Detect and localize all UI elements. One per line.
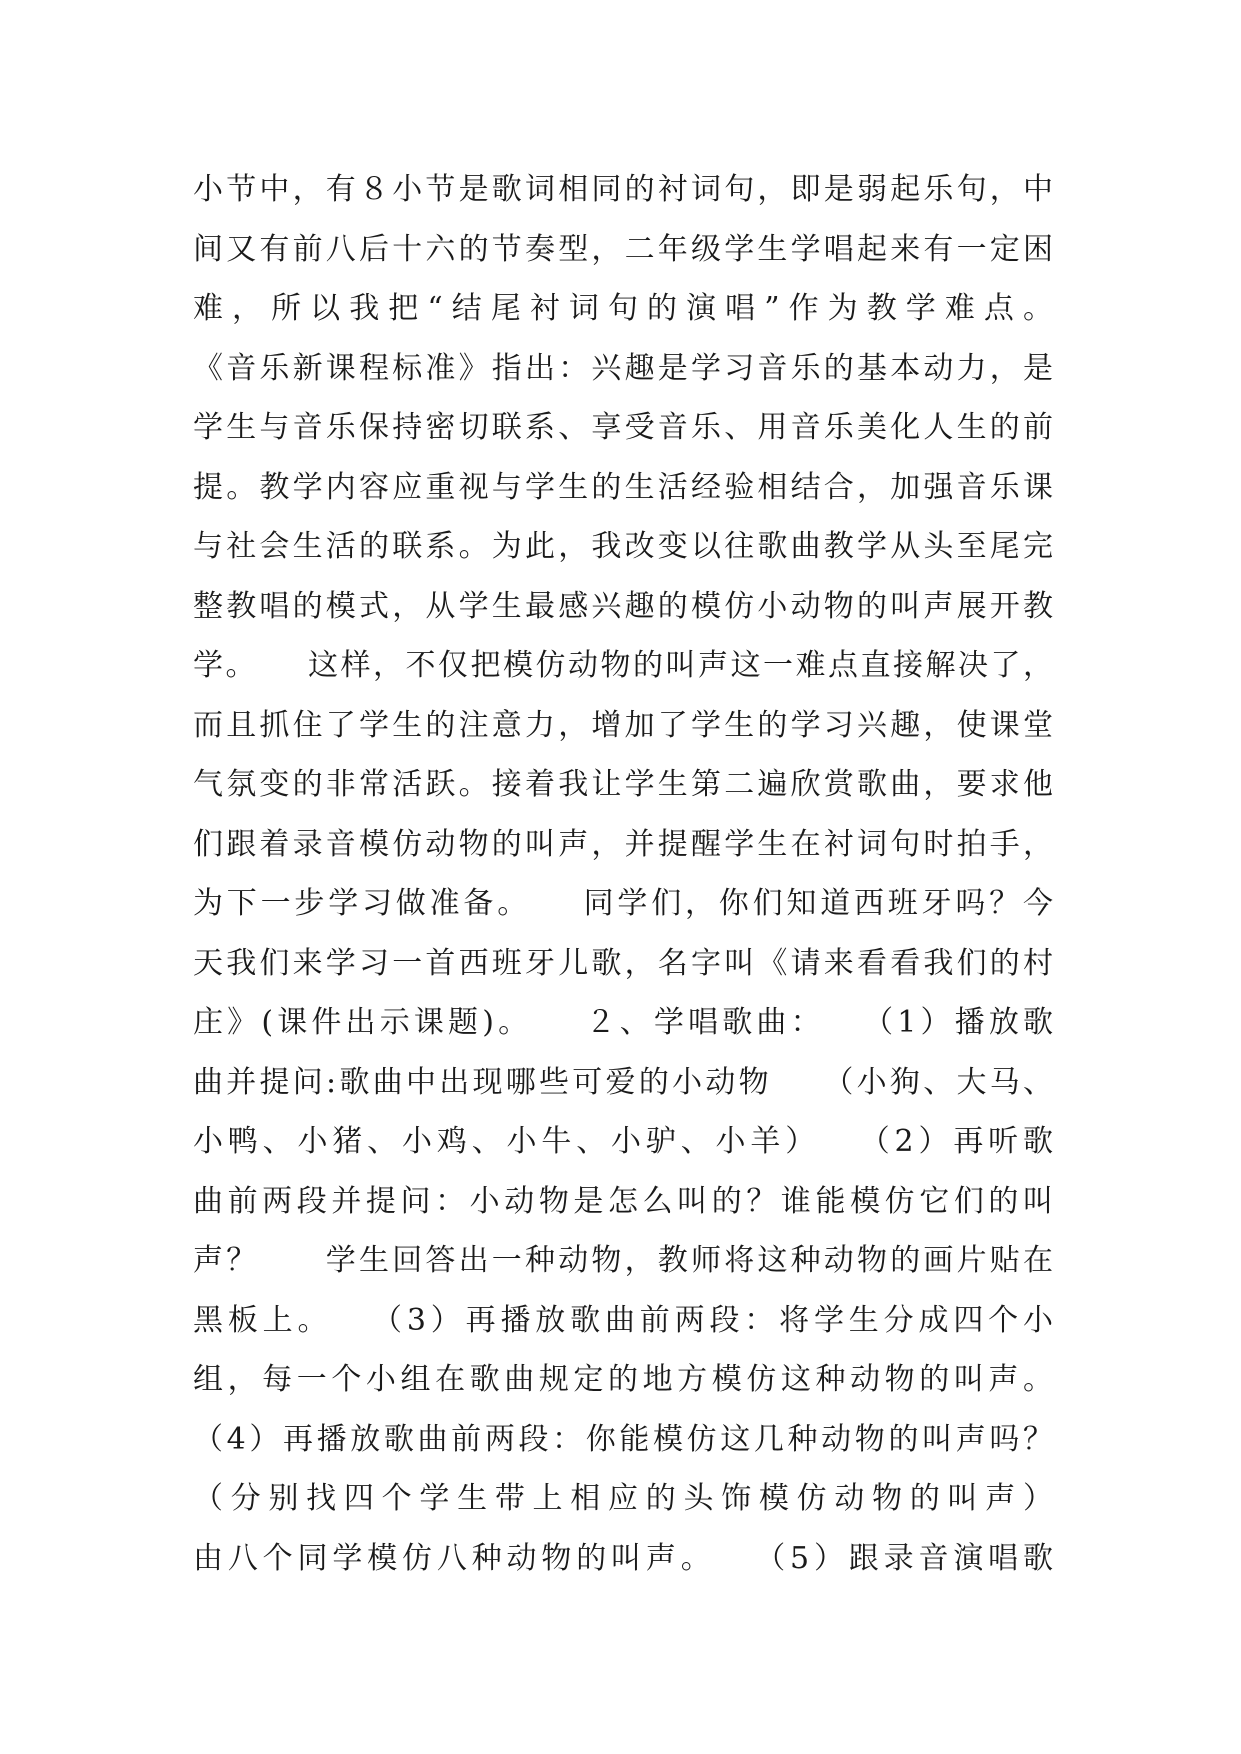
text-line: 而且抓住了学生的注意力，增加了学生的学习兴趣，使课堂 bbox=[193, 707, 1053, 743]
text-line: 小节中，有８小节是歌词相同的衬词句，即是弱起乐句，中 bbox=[193, 172, 1053, 207]
text-line: 庄》(课件出示课题)。 ２、学唱歌曲： （1）播放歌 bbox=[193, 1005, 1053, 1040]
text-line: 与社会生活的联系。为此，我改变以往歌曲教学从头至尾完 bbox=[193, 529, 1053, 564]
text-line: 为下一步学习做准备。 同学们，你们知道西班牙吗？今 bbox=[193, 886, 1053, 921]
text-line: 气氛变的非常活跃。接着我让学生第二遍欣赏歌曲，要求他 bbox=[193, 767, 1053, 802]
text-line: 们跟着录音模仿动物的叫声，并提醒学生在衬词句时拍手， bbox=[193, 826, 1053, 862]
text-line: 天我们来学习一首西班牙儿歌，名字叫《请来看看我们的村 bbox=[193, 945, 1053, 981]
text-line: 由八个同学模仿八种动物的叫声。 （5）跟录音演唱歌 bbox=[193, 1540, 1053, 1576]
text-line: 学。 这样，不仅把模仿动物的叫声这一难点直接解决了， bbox=[193, 648, 1053, 683]
text-line: （分别找四个学生带上相应的头饰模仿动物的叫声） bbox=[193, 1481, 1053, 1516]
text-line: 学生与音乐保持密切联系、享受音乐、用音乐美化人生的前 bbox=[193, 410, 1053, 445]
text-line: 整教唱的模式，从学生最感兴趣的模仿小动物的叫声展开教 bbox=[193, 588, 1053, 624]
text-line: 提。教学内容应重视与学生的生活经验相结合，加强音乐课 bbox=[193, 469, 1053, 505]
text-line: 黑板上。 （3）再播放歌曲前两段：将学生分成四个小 bbox=[193, 1302, 1053, 1338]
text-line: 小鸭、小猪、小鸡、小牛、小驴、小羊） （2）再听歌 bbox=[193, 1124, 1053, 1159]
text-line: 曲并提问:歌曲中出现哪些可爱的小动物 （小狗、大马、 bbox=[193, 1064, 1053, 1100]
text-line: 声？ 学生回答出一种动物，教师将这种动物的画片贴在 bbox=[193, 1243, 1053, 1278]
body-text bbox=[193, 160, 1053, 1588]
text-line: 难，所以我把“结尾衬词句的演唱”作为教学难点。 bbox=[193, 291, 1053, 326]
text-line: 《音乐新课程标准》指出：兴趣是学习音乐的基本动力，是 bbox=[193, 350, 1053, 386]
text-line: （4）再播放歌曲前两段：你能模仿这几种动物的叫声吗？ bbox=[193, 1421, 1053, 1457]
text-line: 间又有前八后十六的节奏型，二年级学生学唱起来有一定困 bbox=[193, 231, 1053, 267]
text-line: 组，每一个小组在歌曲规定的地方模仿这种动物的叫声。 bbox=[193, 1362, 1053, 1397]
text-line: 曲前两段并提问：小动物是怎么叫的？谁能模仿它们的叫 bbox=[193, 1183, 1053, 1219]
